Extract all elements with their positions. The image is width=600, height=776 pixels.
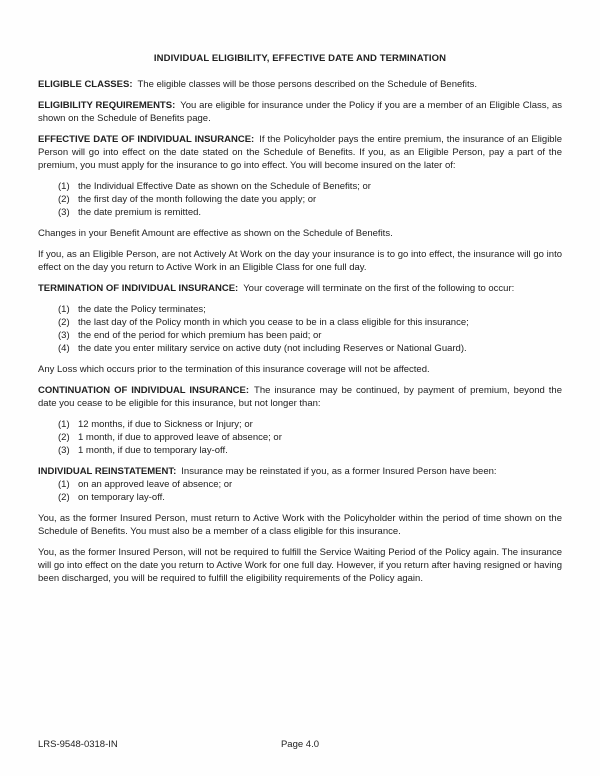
list-item-number: (1)	[58, 304, 70, 315]
paragraph-text: Any Loss which occurs prior to the termination of this insurance coverage will not be affected.	[38, 364, 430, 375]
list-item-number: (2)	[58, 432, 70, 443]
list-item-text: on an approved leave of absence; or	[78, 479, 233, 490]
termination-list	[38, 303, 562, 355]
list-item-text: the date the Policy terminates;	[78, 304, 206, 315]
list-item-number: (2)	[58, 317, 70, 328]
section-text: The eligible classes will be those persons described on the Schedule of Benefits.	[137, 79, 478, 90]
section-text: Your coverage will terminate on the first of the following to occur:	[243, 283, 515, 294]
form-number: LRS-9548-0318-IN	[38, 739, 118, 750]
list-item-text: the date premium is remitted.	[78, 207, 202, 218]
list-item	[38, 303, 562, 316]
page-number: Page 4.0	[280, 739, 320, 750]
list-item-text: the first day of the month following the date you apply; or	[78, 194, 317, 205]
page-title: INDIVIDUAL ELIGIBILITY, EFFECTIVE DATE AND TERMINATION	[153, 53, 447, 64]
paragraph-return-to-active-work	[38, 512, 562, 538]
section-text: You are eligible for insurance under the Policy if you are a member of an Eligible Class, as shown on the Schedule of Benefits page.	[38, 100, 562, 124]
section-text: Insurance may be reinstated if you, as a former Insured Person have been:	[181, 466, 497, 477]
section-termination	[38, 282, 562, 295]
paragraph-any-loss	[38, 363, 562, 376]
list-item	[38, 418, 562, 431]
list-item	[38, 491, 562, 504]
list-item-text: the date you enter military service on active duty (not including Reserves or National Guard).	[78, 343, 467, 354]
section-heading: CONTINUATION OF INDIVIDUAL INSURANCE:	[38, 385, 250, 396]
list-item-text: 12 months, if due to Sickness or Injury; or	[78, 419, 253, 430]
list-item-text: the Individual Effective Date as shown on the Schedule of Benefits; or	[78, 181, 371, 192]
list-item-text: the last day of the Policy month in which you cease to be in a class eligible for this insurance;	[78, 317, 469, 328]
list-item	[38, 316, 562, 329]
list-item-number: (1)	[58, 181, 70, 192]
continuation-list	[38, 418, 562, 457]
list-item	[38, 329, 562, 342]
page-footer	[38, 738, 562, 751]
paragraph-benefit-changes	[38, 227, 562, 240]
list-item-text: the end of the period for which premium has been paid; or	[78, 330, 322, 341]
section-text: The insurance may be continued, by payment of premium, beyond the date you cease to be eligible for this insurance, but not longer than:	[38, 385, 562, 409]
list-item-text: 1 month, if due to approved leave of absence; or	[78, 432, 282, 443]
list-item-number: (3)	[58, 445, 70, 456]
list-item-number: (4)	[58, 343, 70, 354]
paragraph-service-waiting-period	[38, 546, 562, 585]
list-item-text: 1 month, if due to temporary lay-off.	[78, 445, 228, 456]
list-item	[38, 180, 562, 193]
section-heading: ELIGIBILITY REQUIREMENTS:	[38, 100, 176, 111]
list-item-number: (1)	[58, 479, 70, 490]
section-eligible-classes	[38, 78, 562, 91]
section-reinstatement	[38, 465, 562, 478]
section-heading: TERMINATION OF INDIVIDUAL INSURANCE:	[38, 283, 239, 294]
list-item	[38, 431, 562, 444]
paragraph-text: Changes in your Benefit Amount are effective as shown on the Schedule of Benefits.	[38, 228, 393, 239]
list-item-number: (1)	[58, 419, 70, 430]
list-item-number: (2)	[58, 492, 70, 503]
section-eligibility-requirements	[38, 99, 562, 125]
section-heading: EFFECTIVE DATE OF INDIVIDUAL INSURANCE:	[38, 134, 255, 145]
list-item	[38, 342, 562, 355]
section-heading: INDIVIDUAL REINSTATEMENT:	[38, 466, 177, 477]
paragraph-text: You, as the former Insured Person, will not be required to fulfill the Service Waiting Period of the Policy again. The insurance will go into effect on the date you return to Active Work for one full day. However, if you return after having resigned or having been discharged, you will be required to fulfill the eligibility requirements of the Policy again.	[38, 547, 562, 584]
paragraph-text: You, as the former Insured Person, must return to Active Work with the Policyholder within the period of time shown on the Schedule of Benefits. You must also be a member of a class eligible for this insurance.	[38, 513, 562, 537]
list-item-number: (3)	[58, 330, 70, 341]
paragraph-text: If you, as an Eligible Person, are not Actively At Work on the day your insurance is to go into effect, the insurance will go into effect on the day you return to Active Work in an Eligible Class for one full day.	[38, 249, 562, 273]
section-continuation	[38, 384, 562, 410]
section-effective-date	[38, 133, 562, 172]
list-item	[38, 193, 562, 206]
list-item	[38, 478, 562, 491]
list-item	[38, 444, 562, 457]
list-item-number: (3)	[58, 207, 70, 218]
reinstatement-list	[38, 478, 562, 504]
list-item	[38, 206, 562, 219]
section-heading: ELIGIBLE CLASSES:	[38, 79, 133, 90]
section-text: If the Policyholder pays the entire premium, the insurance of an Eligible Person will go into effect on the date stated on the Schedule of Benefits. If you, as an Eligible Person, pay a part of the premium, you must apply for the insurance to go into effect. You will become insured on the later of:	[38, 134, 562, 171]
list-item-text: on temporary lay-off.	[78, 492, 165, 503]
effective-date-list	[38, 180, 562, 219]
paragraph-actively-at-work	[38, 248, 562, 274]
list-item-number: (2)	[58, 194, 70, 205]
